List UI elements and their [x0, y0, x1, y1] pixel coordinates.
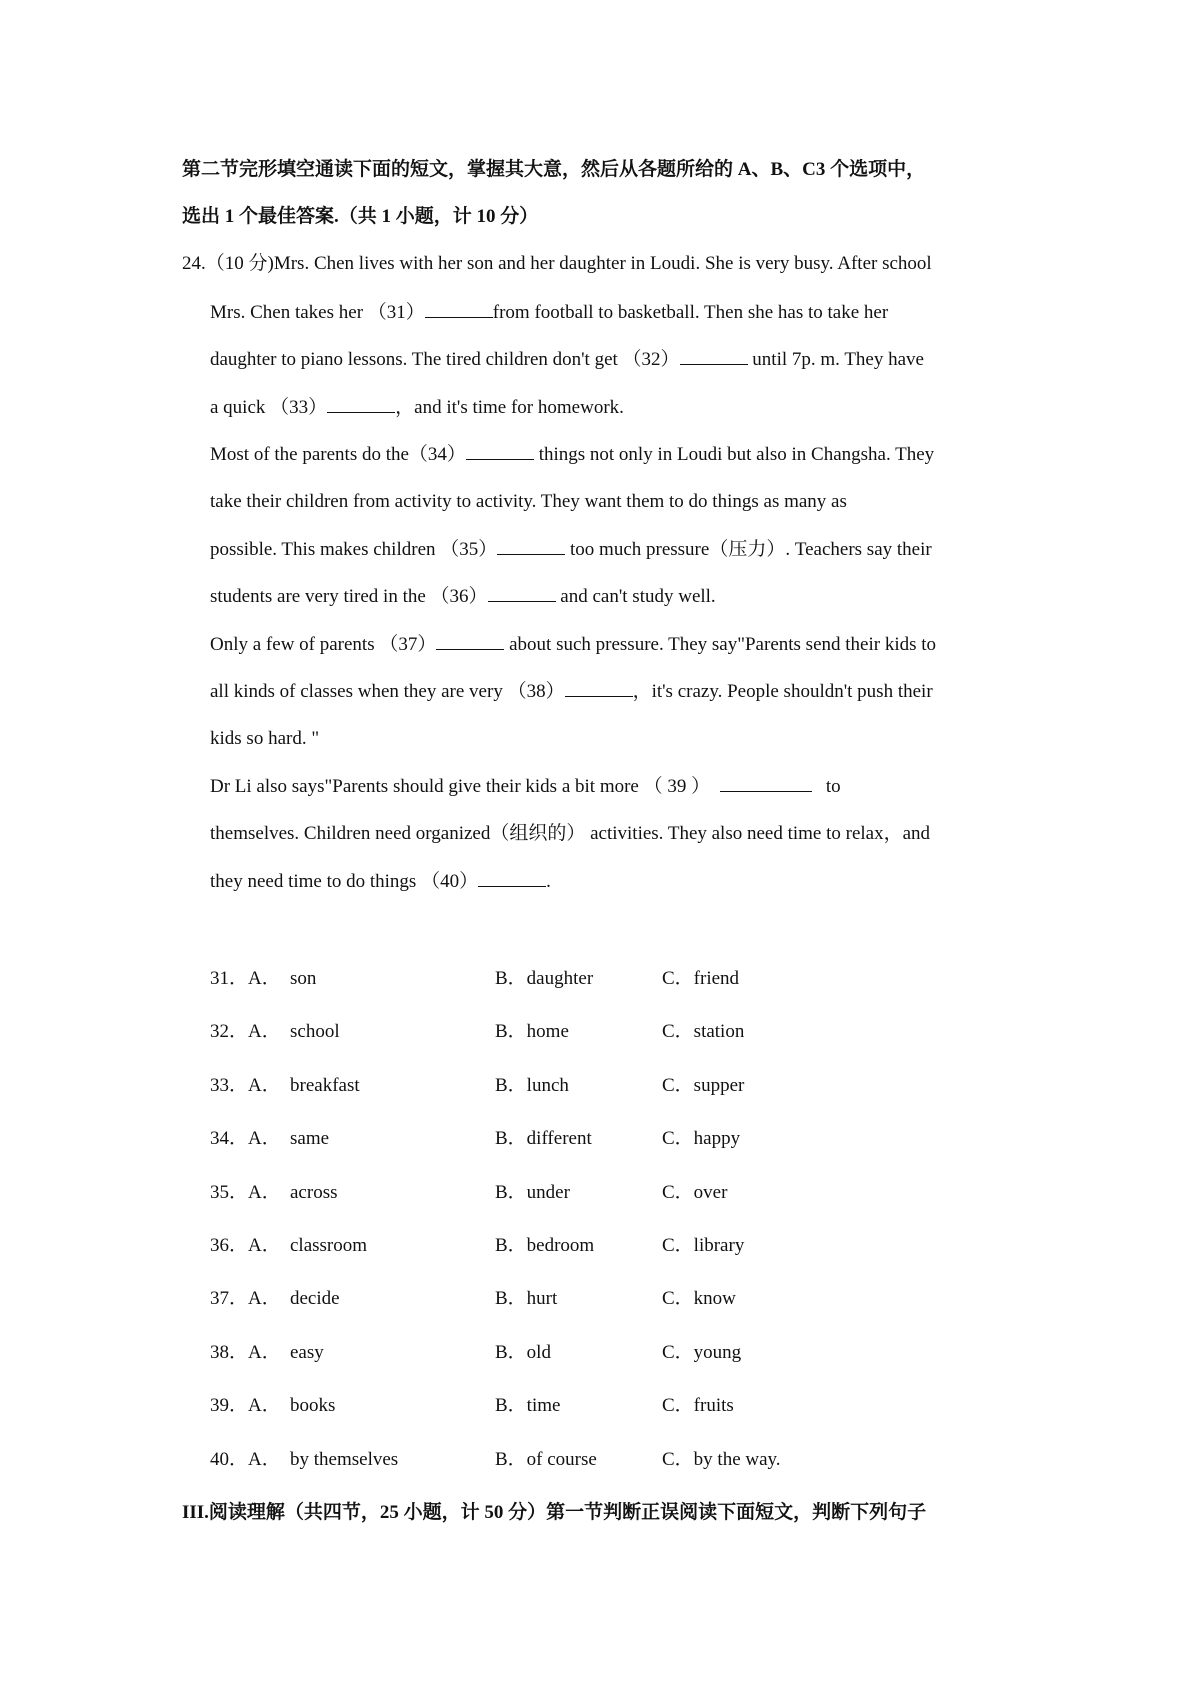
blank-32	[680, 346, 748, 365]
option-a: classroom	[290, 1235, 368, 1256]
passage-line-8	[210, 583, 716, 610]
option-a: across	[290, 1182, 338, 1203]
passage-line-6: take their children from activity to activity. They want them to do things as many as	[210, 491, 847, 512]
blank-37	[436, 631, 504, 650]
option-a: same	[290, 1128, 330, 1149]
passage-text: until 7p. m. They have	[747, 349, 924, 370]
passage-text: daughter to piano lessons. The tired children don't get （32）	[210, 349, 680, 370]
option-c: C．happy	[662, 1128, 741, 1149]
option-number: 40．A．	[210, 1449, 281, 1470]
option-c: C．supper	[662, 1075, 745, 1096]
option-b: B．different	[495, 1128, 592, 1149]
blank-35	[497, 536, 565, 555]
passage-line-9	[210, 631, 936, 658]
passage-line-7	[210, 536, 932, 563]
option-b: B．home	[495, 1021, 569, 1042]
blank-40	[478, 868, 546, 887]
option-b: B．daughter	[495, 968, 594, 989]
section2-heading-line1: 第二节完形填空通读下面的短文，掌握其大意，然后从各题所给的 A、B、C3 个选项中，	[182, 159, 926, 180]
option-a: books	[290, 1395, 336, 1416]
passage-text: all kinds of classes when they are very （38）	[210, 681, 565, 702]
passage-text: ，and it's time for homework.	[395, 397, 624, 418]
passage-line-13: themselves. Children need organized（组织的） activities. They also need time to relax，and	[210, 823, 931, 844]
option-a: son	[290, 968, 317, 989]
option-a: breakfast	[290, 1075, 360, 1096]
option-a: by themselves	[290, 1449, 399, 1470]
passage-text: about such pressure. They say"Parents send their kids to	[504, 634, 937, 655]
blank-38	[565, 678, 633, 697]
passage-text: too much pressure（压力）. Teachers say their	[565, 539, 932, 560]
option-c: C．over	[662, 1182, 728, 1203]
option-b: B．lunch	[495, 1075, 569, 1096]
option-a: easy	[290, 1342, 324, 1363]
option-number: 37．A．	[210, 1288, 281, 1309]
passage-line-3	[210, 346, 924, 373]
section2-heading-line2: 选出 1 个最佳答案.（共 1 小题，计 10 分）	[182, 206, 539, 227]
passage-line-2	[210, 299, 888, 326]
blank-31	[425, 299, 493, 318]
passage-text: things not only in Loudi but also in Changsha. They	[533, 444, 935, 465]
blank-39	[720, 773, 812, 792]
passage-text: Mrs. Chen takes her （31）	[210, 302, 425, 323]
passage-text: students are very tired in the （36）	[210, 586, 488, 607]
option-number: 36．A．	[210, 1235, 281, 1256]
option-number: 39．A．	[210, 1395, 281, 1416]
passage-line-10	[210, 678, 933, 705]
option-number: 32．A．	[210, 1021, 281, 1042]
option-a: school	[290, 1021, 340, 1042]
blank-34	[466, 441, 534, 460]
option-b: B．time	[495, 1395, 561, 1416]
option-b: B．of course	[495, 1449, 597, 1470]
section3-heading: III.阅读理解（共四节，25 小题，计 50 分）第一节判断正误阅读下面短文，判断下列句子	[182, 1502, 927, 1523]
passage-text: and can't study well.	[555, 586, 716, 607]
option-number: 33．A．	[210, 1075, 281, 1096]
passage-text: from football to basketball. Then she has to take her	[492, 302, 889, 323]
option-c: C．young	[662, 1342, 742, 1363]
option-c: C．by the way.	[662, 1449, 781, 1470]
passage-text: Only a few of parents （37）	[210, 634, 437, 655]
passage-text: .	[546, 871, 551, 892]
passage-text: to	[825, 776, 841, 797]
option-b: B．under	[495, 1182, 570, 1203]
option-c: C．station	[662, 1021, 745, 1042]
passage-text: ，it's crazy. People shouldn't push their	[632, 681, 933, 702]
passage-line-11: kids so hard. "	[210, 728, 320, 749]
option-a: decide	[290, 1288, 340, 1309]
option-number: 35．A．	[210, 1182, 281, 1203]
option-b: B．bedroom	[495, 1235, 595, 1256]
option-b: B．old	[495, 1342, 551, 1363]
option-number: 31．A．	[210, 968, 281, 989]
blank-36	[488, 583, 556, 602]
blank-33	[327, 394, 395, 413]
option-c: C．know	[662, 1288, 736, 1309]
passage-line-1: 24.（10 分)Mrs. Chen lives with her son and her daughter in Loudi. She is very busy. After school	[182, 253, 932, 274]
passage-line-4	[210, 394, 624, 421]
passage-line-5	[210, 441, 934, 468]
passage-text: Dr Li also says"Parents should give their kids a bit more （ 39 ）	[210, 776, 711, 797]
passage-line-12	[210, 773, 841, 800]
option-b: B．hurt	[495, 1288, 558, 1309]
option-c: C．fruits	[662, 1395, 734, 1416]
passage-text: Most of the parents do the（34）	[210, 444, 466, 465]
option-c: C．library	[662, 1235, 745, 1256]
passage-text: a quick （33）	[210, 397, 328, 418]
passage-text: they need time to do things （40）	[210, 871, 479, 892]
passage-line-14	[210, 868, 551, 895]
option-c: C．friend	[662, 968, 740, 989]
option-number: 38．A．	[210, 1342, 281, 1363]
option-number: 34．A．	[210, 1128, 281, 1149]
passage-text: possible. This makes children （35）	[210, 539, 498, 560]
